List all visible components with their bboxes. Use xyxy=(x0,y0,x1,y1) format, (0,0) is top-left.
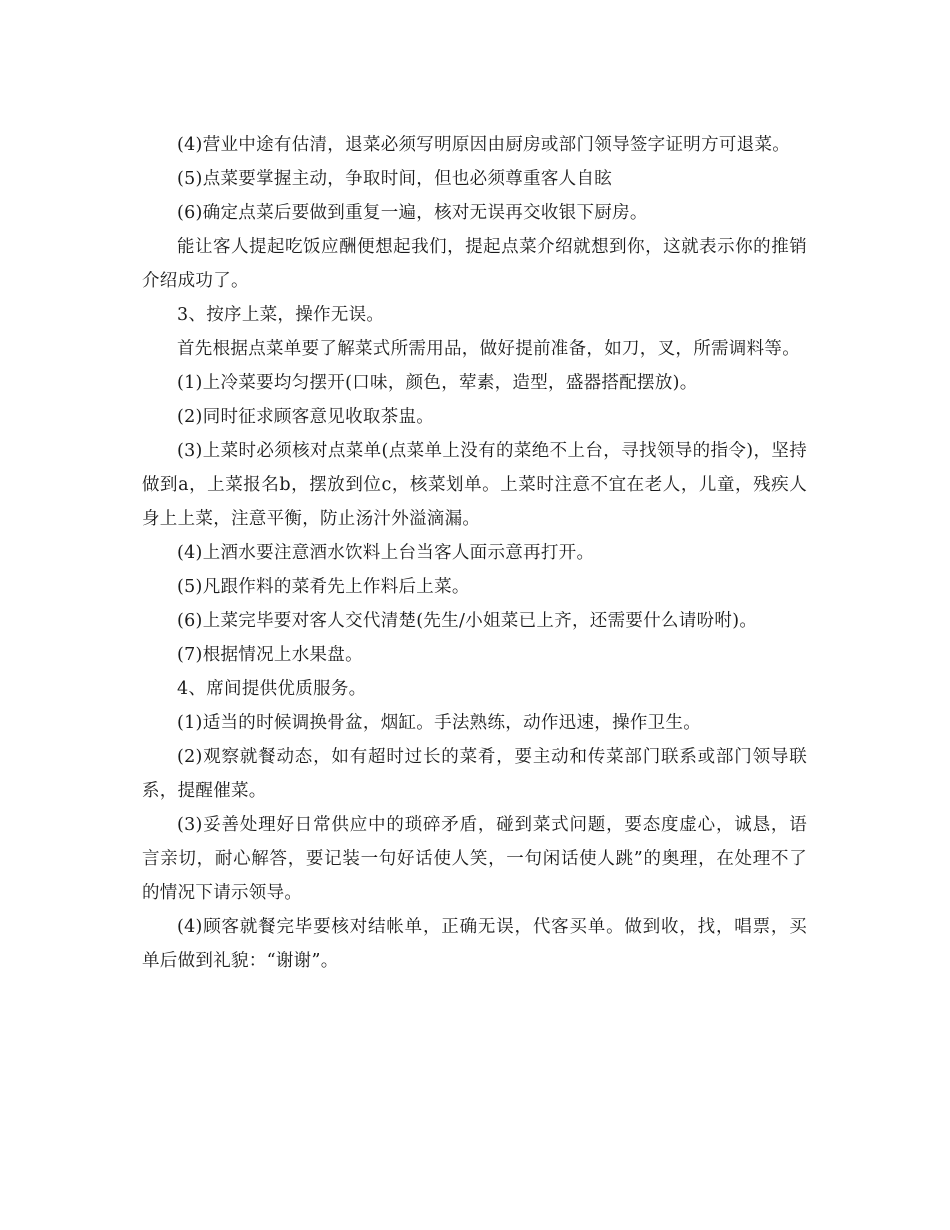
paragraph: 能让客人提起吃饭应酬便想起我们，提起点菜介绍就想到你，这就表示你的推销介绍成功了。 xyxy=(142,237,807,291)
paragraph: (1)上冷菜要均匀摆开(口味，颜色，荤素，造型，盛器搭配摆放)。 xyxy=(177,373,698,393)
paragraph: (6)上菜完毕要对客人交代清楚(先生/小姐菜已上齐，还需要什么请吩咐)。 xyxy=(177,611,758,631)
section-heading: 4、席间提供优质服务。 xyxy=(177,679,367,699)
paragraph: (2)观察就餐动态，如有超时过长的菜肴，要主动和传菜部门联系或部门领导联系，提醒催菜。 xyxy=(142,747,807,801)
paragraph: (3)上菜时必须核对点菜单(点菜单上没有的菜绝不上台，寻找领导的指令)，坚持做到a，上菜报名b，摆放到位c，核菜划单。上菜时注意不宜在老人，儿童，残疾人身上上菜，注意平衡，防止汤汁外溢滴漏。 xyxy=(142,441,807,529)
paragraph: (5)凡跟作料的菜肴先上作料后上菜。 xyxy=(177,577,470,597)
paragraph: (2)同时征求顾客意见收取茶盅。 xyxy=(177,407,435,427)
paragraph: (3)妥善处理好日常供应中的琐碎矛盾，碰到菜式问题，要态度虚心，诚恳，语言亲切，耐心解答，要记装一句好话使人笑，一句闲话使人跳”的奥理，在处理不了的情况下请示领导。 xyxy=(142,815,807,903)
paragraph: (6)确定点菜后要做到重复一遍，核对无误再交收银下厨房。 xyxy=(177,203,648,223)
paragraph: (4)营业中途有估清，退菜必须写明原因由厨房或部门领导签字证明方可退菜。 xyxy=(177,135,791,155)
document-body xyxy=(142,128,807,978)
paragraph: 首先根据点菜单要了解菜式所需用品，做好提前准备，如刀，叉，所需调料等。 xyxy=(177,339,800,359)
paragraph: (7)根据情况上水果盘。 xyxy=(177,645,363,665)
paragraph: (4)上酒水要注意酒水饮料上台当客人面示意再打开。 xyxy=(177,543,595,563)
section-heading: 3、按序上菜，操作无误。 xyxy=(177,305,385,325)
paragraph: (5)点菜要掌握主动，争取时间，但也必须尊重客人自眩 xyxy=(177,169,613,189)
paragraph: (4)顾客就餐完毕要核对结帐单，正确无误，代客买单。做到收，找，唱票，买单后做到礼貌：“谢谢”。 xyxy=(142,917,807,971)
paragraph: (1)适当的时候调换骨盆，烟缸。手法熟练，动作迅速，操作卫生。 xyxy=(177,713,702,733)
